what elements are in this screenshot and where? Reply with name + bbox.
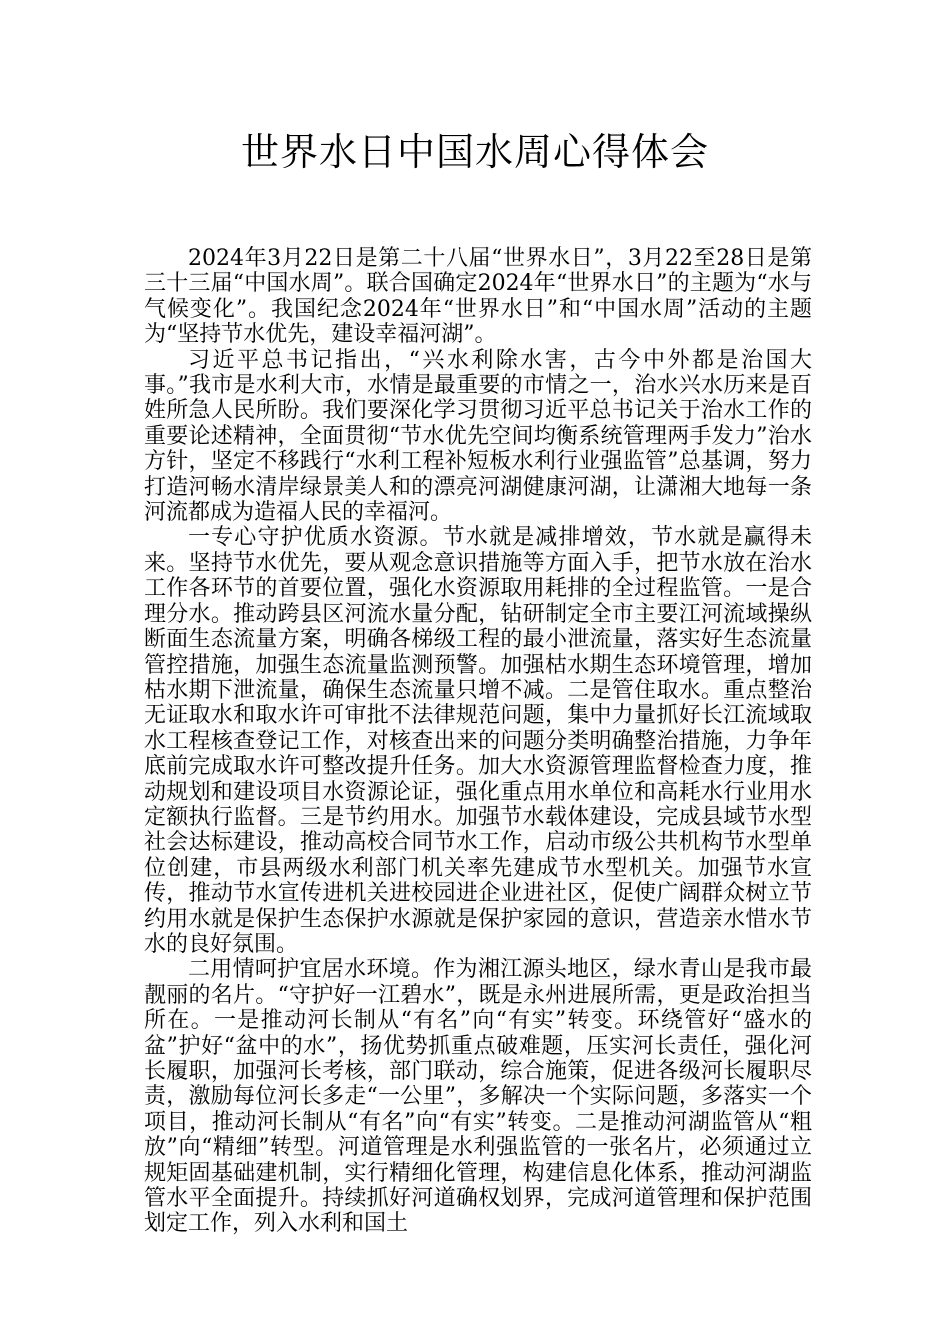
- document-title: 世界水日中国水周心得体会: [240, 130, 709, 174]
- paragraph-2: 习近平总书记指出，“兴水利除水害，古今中外都是治国大事。”我市是水利大市，水情是最重要的市情之一，治水兴水历来是百姓所急人民所盼。我们要深化学习贯彻习近平总书记关于治水工作的重要论述精神，全面贯彻“节水优先空间均衡系统管理两手发力”治水方针，坚定不移践行“水利工程补短板水利行业强监管”总基调，努力打造河畅水清岸绿景美人和的漂亮河湖健康河湖，让潇湘大地每一条河流都成为造福人民的幸福河。: [144, 347, 812, 526]
- paragraph-4: 二用情呵护宜居水环境。作为湘江源头地区，绿水青山是我市最靓丽的名片。“守护好一江碧水”，既是永州进展所需，更是政治担当所在。一是推动河长制从“有名”向“有实”转变。环绕管好“盛水的盆”护好“盆中的水”，扬优势抓重点破难题，压实河长责任，强化河长履职，加强河长考核，部门联动，综合施策，促进各级河长履职尽责，激励每位河长多走“一公里”，多解决一个实际问题，多落实一个项目，推动河长制从“有名”向“有实”转变。二是推动河湖监管从“粗放”向“精细”转型。河道管理是水利强监管的一张名片，必须通过立规矩固基础建机制，实行精细化管理，构建信息化体系，推动河湖监管水平全面提升。持续抓好河道确权划界，完成河道管理和保护范围划定工作，列入水利和国土: [144, 957, 812, 1237]
- document-body: [144, 246, 812, 1237]
- paragraph-1: 2024年3月22日是第二十八届“世界水日”，3月22至28日是第三十三届“中国水周”。联合国确定2024年“世界水日”的主题为“水与气候变化”。我国纪念2024年“世界水日”和“中国水周”活动的主题为“坚持节水优先，建设幸福河湖”。: [144, 246, 812, 348]
- paragraph-3: 一专心守护优质水资源。节水就是减排增效，节水就是赢得未来。坚持节水优先，要从观念意识措施等方面入手，把节水放在治水工作各环节的首要位置，强化水资源取用耗排的全过程监管。一是合理分水。推动跨县区河流水量分配，钻研制定全市主要江河流域操纵断面生态流量方案，明确各梯级工程的最小泄流量，落实好生态流量管控措施，加强生态流量监测预警。加强枯水期生态环境管理，增加枯水期下泄流量，确保生态流量只增不减。二是管住取水。重点整治无证取水和取水许可审批不法律规范问题，集中力量抓好长江流域取水工程核查登记工作，对核查出来的问题分类明确整治措施，力争年底前完成取水许可整改提升任务。加大水资源管理监督检查力度，推动规划和建设项目水资源论证，强化重点用水单位和高耗水行业用水定额执行监督。三是节约用水。加强节水载体建设，完成县域节水型社会达标建设，推动高校合同节水工作，启动市级公共机构节水型单位创建，市县两级水利部门机关率先建成节水型机关。加强节水宣传，推动节水宣传进机关进校园进企业进社区，促使广阔群众树立节约用水就是保护生态保护水源就是保护家园的意识，营造亲水惜水节水的良好氛围。: [144, 525, 812, 957]
